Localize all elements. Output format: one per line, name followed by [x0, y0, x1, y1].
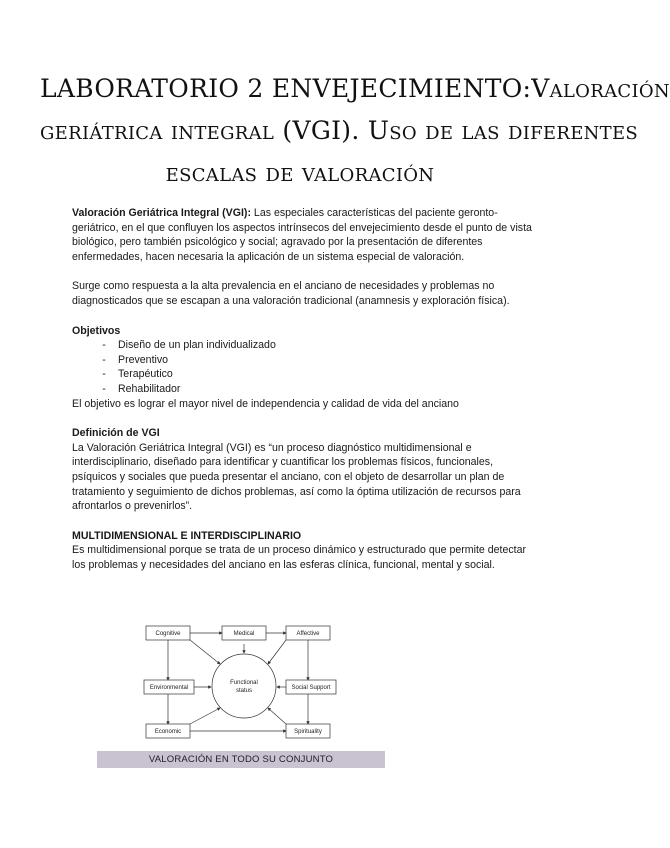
list-item: - Preventivo	[90, 353, 534, 368]
spirituality-label: Spirituality	[294, 729, 322, 735]
document-body	[72, 206, 534, 572]
list-item: - Rehabilitador	[90, 382, 534, 397]
intro-label: Valoración Geriátrica Integral (VGI):	[72, 207, 251, 219]
objetivos-summary: El objetivo es lograr el mayor nivel de independencia y calidad de vida del anciano	[72, 397, 459, 410]
diagram-caption: VALORACIÓN EN TODO SU CONJUNTO	[97, 751, 385, 768]
multi-paragraph: Es multidimensional porque se trata de un proceso dinámico y estructurado que permite detectar los problemas y necesidades del anciano en las esferas clínica, funcional, mental y social.	[72, 544, 527, 571]
cognitive-label: Cognitive	[155, 631, 181, 637]
title-line-1: LABORATORIO 2 ENVEJECIMIENTO:Valoración	[40, 74, 670, 103]
objetivos-heading: Objetivos	[72, 324, 121, 337]
intro-text: Las especiales características del paciente geronto-geriátrico, en el que confluyen los aspectos intrínsecos del envejecimiento desde el punto de vista biológico, pero también psicológico y social; agravado por la presentación de diferentes enfermedades, hacen necesaria la aplicación de un sistema especial de valoración.	[72, 207, 532, 263]
definicion-heading: Definición de VGI	[72, 427, 160, 440]
affective-label: Affective	[296, 631, 320, 637]
medical-label: Medical	[233, 631, 255, 637]
document-title	[40, 68, 670, 194]
economic-label: Economic	[154, 729, 182, 735]
definicion-paragraph: La Valoración Geriátrica Integral (VGI) es “un proceso diagnóstico multidimensional e interdisciplinario, diseñado para identificar y cuantificar los problemas físicos, funcionales, psíquicos y sociales que pueda presentar el anciano, con el objeto de desarrollar un plan de tratamiento y seguimiento de dichos problemas, así como la óptima utilización de recursos para afrontarlos o prevenirlos”.	[72, 441, 521, 513]
center-label-line-1: Functional	[230, 680, 258, 686]
surge-paragraph: Surge como respuesta a la alta prevalencia en el anciano de necesidades y problemas no diagnosticados que se escapan a una valoración tradicional (anamnesis y exploración física).	[72, 280, 510, 307]
functional-status-circle	[212, 654, 276, 718]
social-support-label: Social Support	[291, 685, 331, 691]
title-line-2: geriátrica integral (VGI). Uso de las diferentes	[40, 116, 639, 145]
multi-heading: MULTIDIMENSIONAL E INTERDISCIPLINARIO	[72, 529, 302, 542]
objetivos-list	[72, 338, 534, 396]
list-item: - Diseño de un plan individualizado	[90, 338, 534, 353]
vgi-diagram	[140, 622, 350, 746]
intro-paragraph	[72, 206, 534, 264]
list-item: - Terapéutico	[90, 367, 534, 382]
title-line-3: escalas de valoración	[165, 158, 435, 187]
center-label-line-2: status	[235, 688, 253, 694]
environmental-label: Environmental	[149, 685, 189, 691]
